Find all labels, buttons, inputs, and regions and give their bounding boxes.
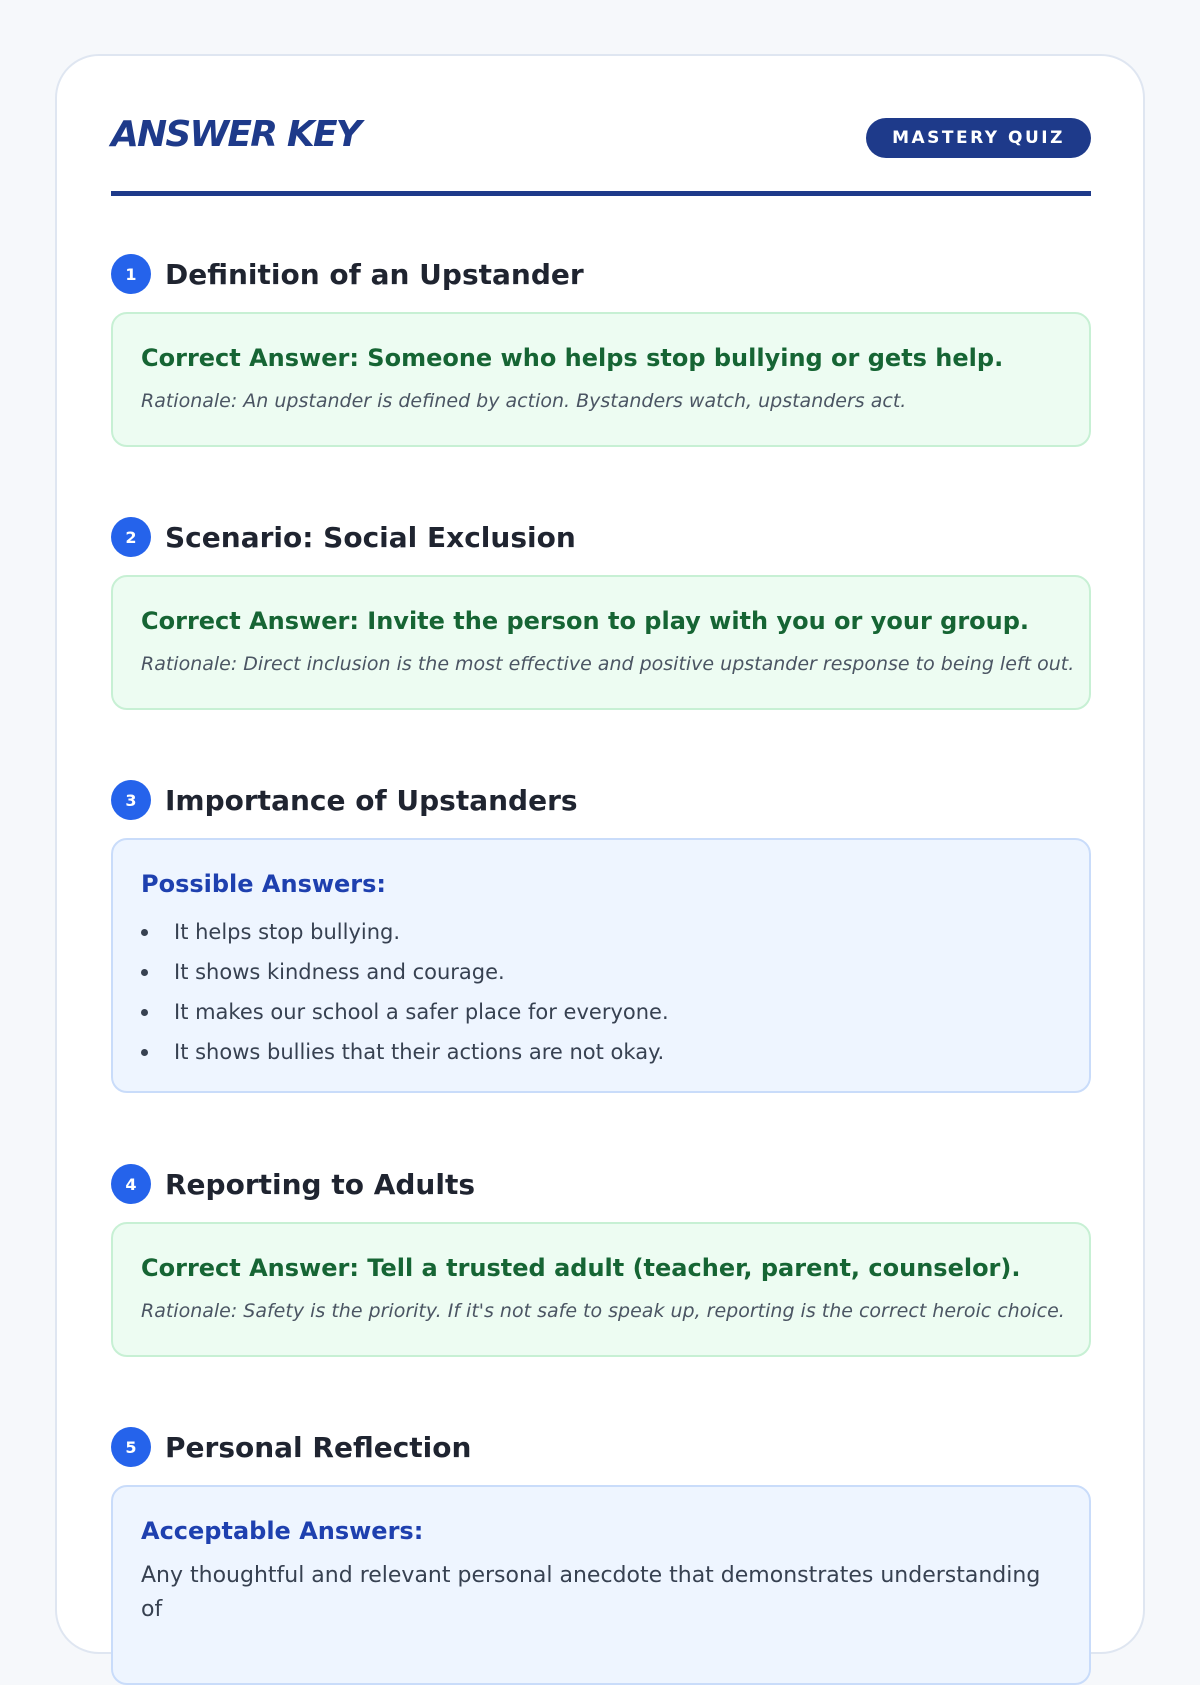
answer-key-content: [111, 56, 1091, 1622]
question-number-badge: 3: [111, 780, 151, 820]
question-2: [111, 517, 1091, 710]
acceptable-answers-box: [111, 1485, 1091, 1685]
question-title: Personal Reflection: [165, 1430, 472, 1464]
list-item: [141, 912, 1061, 952]
list-item-text: It shows bullies that their actions are not okay.: [174, 1040, 665, 1064]
question-5: [111, 1427, 1091, 1685]
correct-answer: Correct Answer: Invite the person to play with you or your group.: [141, 607, 1030, 635]
mastery-quiz-badge: MASTERY QUIZ: [866, 118, 1091, 158]
list-item: [141, 952, 1061, 992]
question-1: [111, 254, 1091, 447]
page-title: ANSWER KEY: [111, 114, 361, 155]
bullet-icon: [141, 929, 148, 936]
question-number-badge: 2: [111, 517, 151, 557]
question-title: Reporting to Adults: [165, 1167, 476, 1201]
question-number-badge: 5: [111, 1427, 151, 1467]
list-item: [141, 992, 1061, 1032]
bullet-icon: [141, 969, 148, 976]
question-4: [111, 1164, 1091, 1357]
list-item-text: It makes our school a safer place for everyone.: [174, 1000, 669, 1024]
answer-key-card: [55, 54, 1145, 1654]
acceptable-answers-text: Any thoughtful and relevant personal anecdote that demonstrates understanding of: [141, 1563, 1041, 1622]
question-header: [111, 1427, 1091, 1467]
possible-answers-box: [111, 838, 1091, 1093]
bullet-icon: [141, 1049, 148, 1056]
list-item-text: It helps stop bullying.: [174, 920, 401, 944]
acceptable-answers-title: Acceptable Answers:: [141, 1517, 424, 1545]
correct-answer: Correct Answer: Tell a trusted adult (teacher, parent, counselor).: [141, 1254, 1021, 1282]
header: [111, 56, 1091, 196]
correct-answer-box: [111, 312, 1091, 447]
possible-answers-title: Possible Answers:: [141, 870, 387, 898]
question-header: [111, 254, 1091, 294]
list-item-text: It shows kindness and courage.: [174, 960, 505, 984]
bullet-icon: [141, 1009, 148, 1016]
list-item: [141, 1032, 1061, 1072]
rationale: Rationale: Direct inclusion is the most effective and positive upstander response to being left out.: [141, 653, 1075, 675]
header-divider: [111, 191, 1091, 196]
question-3: [111, 780, 1091, 1093]
rationale: Rationale: An upstander is defined by action. Bystanders watch, upstanders act.: [141, 390, 907, 412]
possible-answers-list: [141, 912, 1061, 1072]
correct-answer-box: [111, 1222, 1091, 1357]
correct-answer-box: [111, 575, 1091, 710]
correct-answer: Correct Answer: Someone who helps stop bullying or gets help.: [141, 344, 1004, 372]
question-number-badge: 4: [111, 1164, 151, 1204]
question-header: [111, 780, 1091, 820]
question-title: Scenario: Social Exclusion: [165, 520, 576, 554]
question-title: Definition of an Upstander: [165, 257, 584, 291]
rationale: Rationale: Safety is the priority. If it's not safe to speak up, reporting is the correct heroic choice.: [141, 1300, 1065, 1322]
question-header: [111, 517, 1091, 557]
question-number-badge: 1: [111, 254, 151, 294]
question-header: [111, 1164, 1091, 1204]
question-title: Importance of Upstanders: [165, 783, 578, 817]
